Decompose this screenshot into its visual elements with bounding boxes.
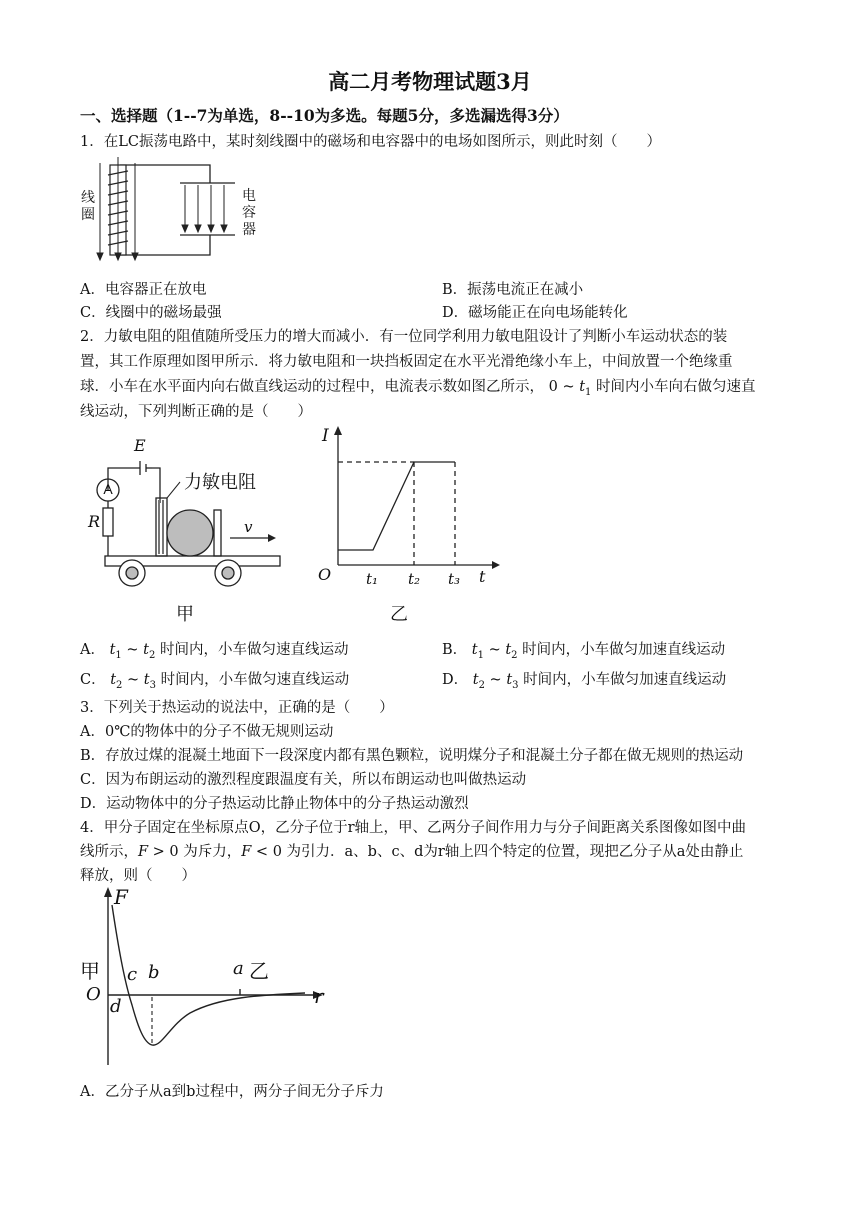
q2-option-b: B． $t_1$ ~ $t_2$ 时间内，小车做匀加速直线运动 [442,642,726,661]
battery-e-label: E [134,436,146,455]
graph-b-label: b [148,962,160,983]
velocity-label: v [244,518,253,536]
graph-c-label: c [127,964,138,985]
q1-option-a: A．电容器正在放电 [80,282,207,298]
q4-option-a: A．乙分子从a到b过程中，两分子间无分子斥力 [80,1084,384,1100]
graph-t1-label: t₁ [366,570,379,588]
q1-option-b: B．振荡电流正在减小 [442,282,584,298]
graph-t2-label: t₂ [408,570,421,588]
force-resistor-label: 力敏电阻 [184,472,256,493]
resistor-r-label: R [88,512,101,531]
q3-stem: 3．下列关于热运动的说法中，正确的是（ ） [80,700,394,716]
q4-stem-line2: 线所示，F > 0 为斥力，F < 0 为引力．a、b、c、d为r轴上四个特定的位置，现把乙分子从a处由静止 [80,844,744,860]
graph-t-label: t [479,567,486,586]
q2-stem-line2: 置，其工作原理如图甲所示．将力敏电阻和一块挡板固定在水平光滑绝缘小车上，中间放置一个绝缘重 [80,354,733,370]
figure-b-caption: 乙 [390,604,408,625]
q4-force-graph [80,885,340,1080]
graph-d-label: d [110,996,122,1017]
electric-field-arrows [182,185,227,232]
section-heading: 一、选择题（1--7为单选，8--10为多选。每题5分，多选漏选得3分） [80,106,569,125]
magnetic-field-arrows [97,157,138,260]
graph-f-label: F [114,885,128,909]
q2-stem-line4: 线运动，下列判断正确的是（ ） [80,404,312,420]
q1-stem: 1．在LC振荡电路中，某时刻线圈中的磁场和电容器中的电场如图所示，则此时刻（ ） [80,134,661,150]
graph-jia-label: 甲 [80,959,100,983]
q2-option-a: A． $t_1$ ~ $t_2$ 时间内，小车做匀速直线运动 [80,642,349,661]
q3-option-d: D．运动物体中的分子热运动比静止物体中的分子热运动激烈 [80,796,469,812]
graph-i-label: I [322,426,329,446]
graph-r-label: r [314,984,324,1008]
q1-option-d: D．磁场能正在向电场能转化 [442,305,628,321]
coil-label: 线圈 [81,190,95,223]
graph-origin-label: O [318,565,332,584]
q4-stem-line3: 释放，则（ ） [80,868,196,884]
q3-option-b: B．存放过煤的混凝土地面下一段深度内都有黑色颗粒，说明煤分子和混凝土分子都在做无规则的热运动 [80,748,744,764]
figure-a-caption: 甲 [176,604,194,625]
page-title: 高二月考物理试题3月 [328,69,532,94]
q2-option-c: C． $t_2$ ~ $t_3$ 时间内，小车做匀速直线运动 [80,672,350,691]
q3-option-a: A．0℃的物体中的分子不做无规则运动 [80,724,334,740]
q2-stem-line3: 球．小车在水平面内向右做直线运动的过程中，电流表示数如图乙所示， 0 ~ $t_1$ 时间内小车向右做匀速直 [80,379,756,398]
q4-stem-line1: 4．甲分子固定在坐标原点O，乙分子位于r轴上，甲、乙两分子间作用力与分子间距离关系图像如图中曲 [80,820,747,836]
q2-figure-b-graph [310,425,500,595]
q3-option-c: C．因为布朗运动的激烈程度跟温度有关，所以布朗运动也叫做热运动 [80,772,527,788]
graph-a-label: a [233,958,244,979]
graph-yi-label: 乙 [249,959,269,983]
capacitor-label: 电容器 [242,188,256,238]
ammeter-label: A [103,481,113,497]
q1-option-c: C．线圈中的磁场最强 [80,305,222,321]
q2-stem-line1: 2．力敏电阻的阻值随所受压力的增大而减小．有一位同学利用力敏电阻设计了判断小车运动状态的装 [80,329,728,345]
graph-t3-label: t₃ [448,570,461,588]
q2-option-d: D． $t_2$ ~ $t_3$ 时间内，小车做匀加速直线运动 [442,672,727,691]
q2-figure-a [80,428,300,628]
graph-origin-o: O [86,984,101,1005]
